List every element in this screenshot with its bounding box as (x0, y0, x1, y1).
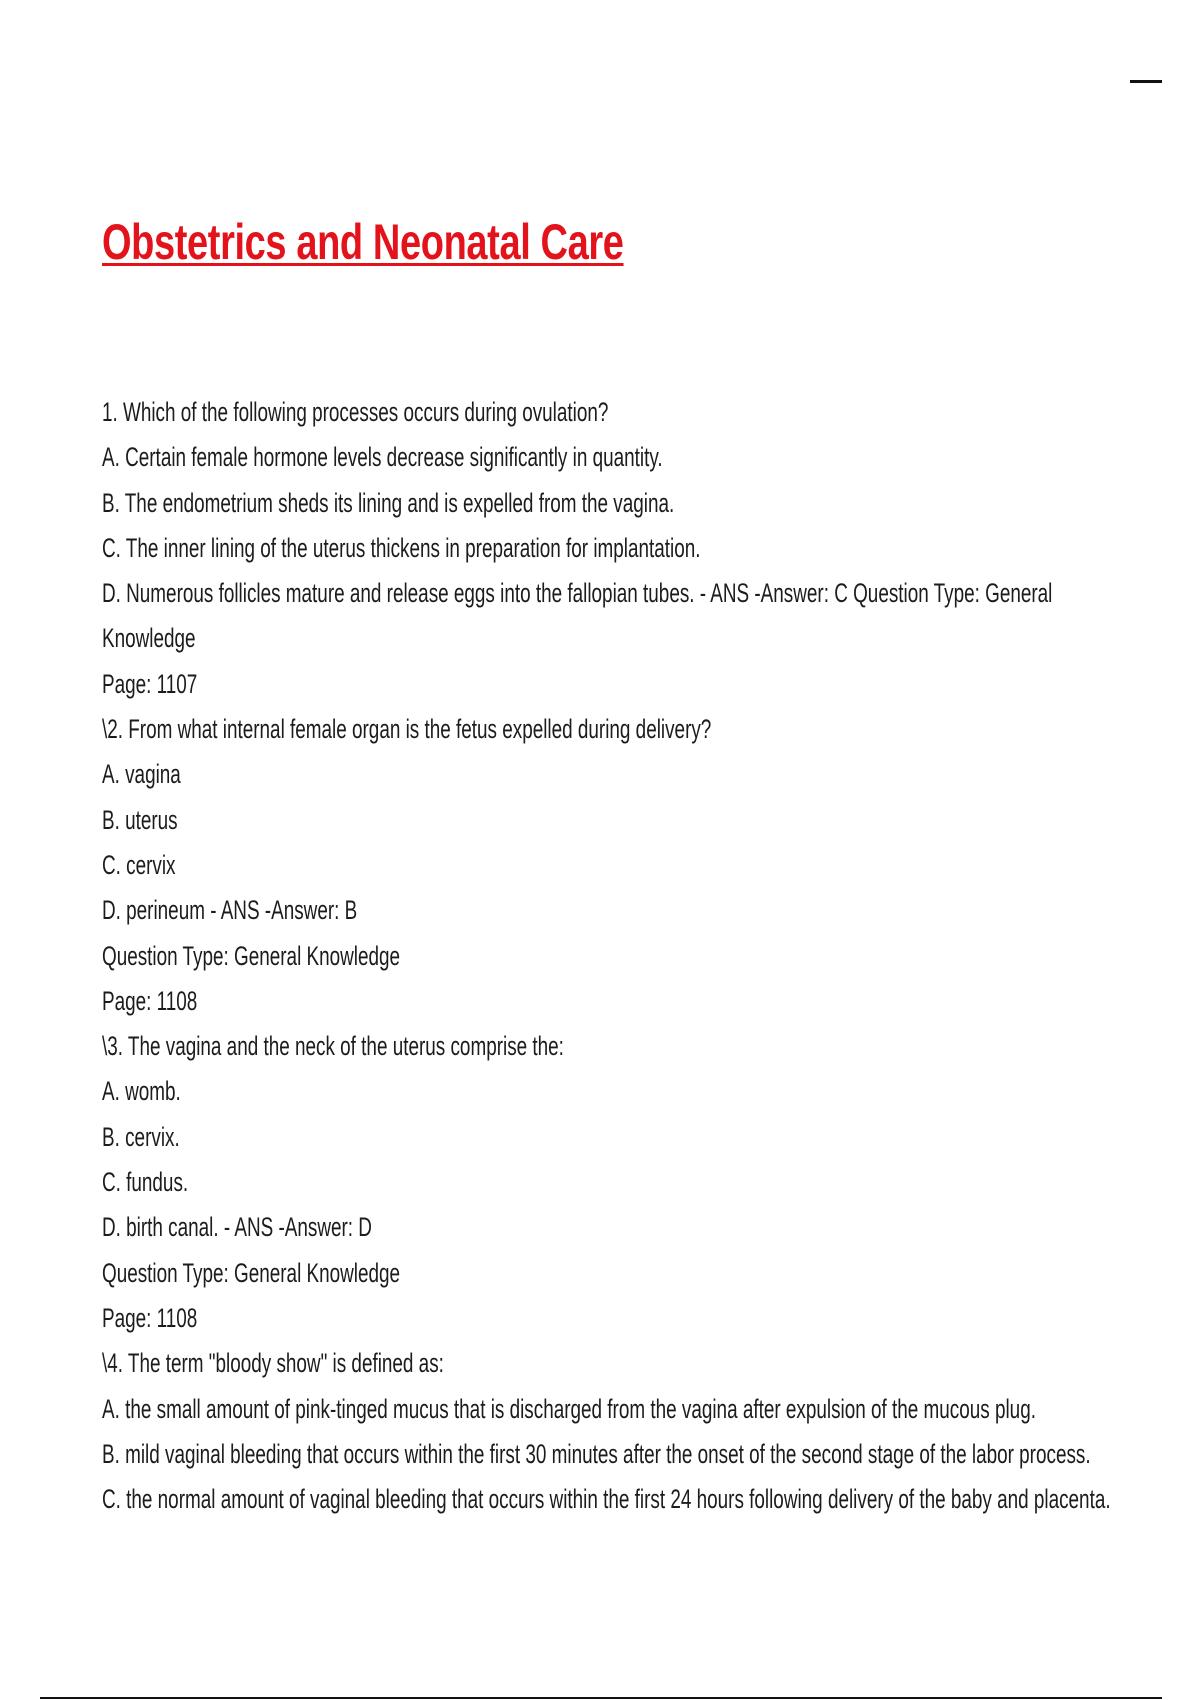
question-1-page: Page: 1107 (102, 668, 198, 699)
question-3-page: Page: 1108 (102, 1302, 198, 1333)
question-1-option-a: A. Certain female hormone levels decrease significantly in quantity. (102, 442, 663, 473)
top-right-dash (1130, 80, 1162, 83)
question-4-stem: \4. The term "bloody show" is defined as: (102, 1348, 444, 1379)
question-4-option-b: B. mild vaginal bleeding that occurs within the first 30 minutes after the onset of the second stage of the labor process. (102, 1438, 1091, 1469)
question-4-option-a: A. the small amount of pink-tinged mucus that is discharged from the vagina after expulsion of the mucous plug. (102, 1393, 1036, 1424)
question-4-option-c: C. the normal amount of vaginal bleeding that occurs within the first 24 hours following delivery of the baby and placenta. (102, 1484, 1111, 1515)
question-1-type-continued: Knowledge (102, 623, 196, 654)
question-2-option-c: C. cervix (102, 849, 176, 880)
question-1-stem: 1. Which of the following processes occurs during ovulation? (102, 397, 609, 427)
question-2-option-a: A. vagina (102, 759, 181, 790)
page-bottom-rule (40, 1697, 1162, 1699)
question-2-stem: \2. From what internal female organ is the fetus expelled during delivery? (102, 714, 712, 745)
question-1-option-c: C. The inner lining of the uterus thickens in preparation for implantation. (102, 532, 701, 563)
question-3-option-c: C. fundus. (102, 1167, 189, 1198)
question-3-option-b: B. cervix. (102, 1121, 180, 1152)
question-2-page: Page: 1108 (102, 985, 198, 1016)
document-body (102, 390, 1111, 1522)
question-2-option-b: B. uterus (102, 804, 178, 835)
question-1-option-d-answer: D. Numerous follicles mature and release eggs into the fallopian tubes. - ANS -Answer: C Question Type: General (102, 578, 1053, 609)
document-title: Obstetrics and Neonatal Care (102, 214, 624, 270)
question-3-option-d-answer: D. birth canal. - ANS -Answer: D (102, 1212, 372, 1243)
question-2-option-d-answer: D. perineum - ANS -Answer: B (102, 895, 358, 926)
question-3-option-a: A. womb. (102, 1076, 181, 1107)
question-3-stem: \3. The vagina and the neck of the uterus comprise the: (102, 1031, 564, 1062)
question-1-option-b: B. The endometrium sheds its lining and is expelled from the vagina. (102, 487, 675, 518)
question-2-type: Question Type: General Knowledge (102, 940, 401, 971)
question-3-type: Question Type: General Knowledge (102, 1257, 401, 1288)
